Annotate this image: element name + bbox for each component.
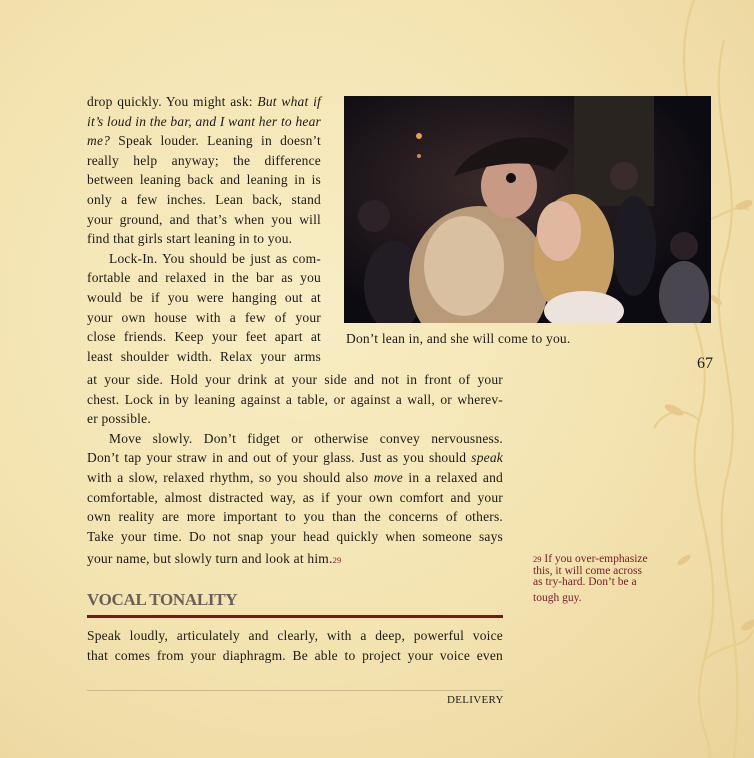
text-line: drop quickly. You might ask: But what if [87, 94, 321, 109]
text-line: your name, but slowly turn and look at him.29 [87, 551, 342, 567]
text-line: Lock-In. You should be just as com- [109, 250, 321, 266]
text-line: would be if you were hanging out at [87, 289, 321, 305]
text-line: with a slow, relaxed rhythm, so you should also move in a relaxed and [87, 469, 503, 485]
photo-caption: Don’t lean in, and she will come to you. [346, 331, 571, 346]
text-line: Move slowly. Don’t fidget or otherwise convey nervousness. [109, 430, 503, 446]
text-line: only a few inches. Lean back, stand [87, 191, 321, 207]
page-number: 67 [697, 355, 713, 372]
text-line: own reality are more important to you than the concerns of others. [87, 509, 503, 525]
text-line: comfortable, almost distracted way, as if your own comfort and your [87, 489, 503, 505]
section-heading: VOCAL TONALITY [87, 590, 238, 609]
section-body [87, 626, 503, 665]
text-line: Take your time. Do not snap your head quickly when someone says [87, 528, 503, 544]
text-line: your own house with a few of your [87, 309, 321, 325]
text-line: find that girls start leaning in to you. [87, 231, 293, 247]
text-line: close friends. Keep your feet apart at [87, 329, 321, 345]
text-line: me? Speak louder. Leaning in doesn’t [87, 133, 321, 149]
heading-rule [87, 615, 503, 618]
footnote-marker: 29 [332, 555, 342, 566]
text-line: that comes from your diaphragm. Be able to project your voice even [87, 647, 503, 663]
text-line: er possible. [87, 411, 151, 427]
text-line: at your side. Hold your drink at your side and not in front of your [87, 372, 503, 387]
sidenote: 29 If you over-emphasize this, it will come across as try-hard. Don’t be a tough guy. [533, 553, 648, 604]
text-line: Speak loudly, articulately and clearly, with a deep, powerful voice [87, 628, 503, 643]
text-line: your ground, and that’s when you will [87, 211, 321, 227]
text-line: it’s loud in the bar, and I want her to hear [87, 113, 321, 129]
party-photo [344, 96, 711, 323]
sidenote-marker: 29 [533, 554, 542, 564]
full-column [87, 370, 503, 569]
text-line: really help anyway; the difference [87, 152, 321, 168]
text-line: between leaning back and leaning in is [87, 172, 321, 188]
footer-rule [87, 690, 503, 691]
running-footer: DELIVERY [447, 694, 504, 706]
narrow-column [87, 92, 321, 366]
photo-illustration [344, 96, 711, 323]
text-line: chest. Lock in by leaning against a table, or against a wall, or wherev- [87, 391, 503, 407]
text-line: least shoulder width. Relax your arms [87, 348, 321, 364]
text-line: Don’t tap your straw in and out of your glass. Just as you should speak [87, 450, 503, 466]
text-line: fortable and relaxed in the bar as you [87, 270, 321, 286]
